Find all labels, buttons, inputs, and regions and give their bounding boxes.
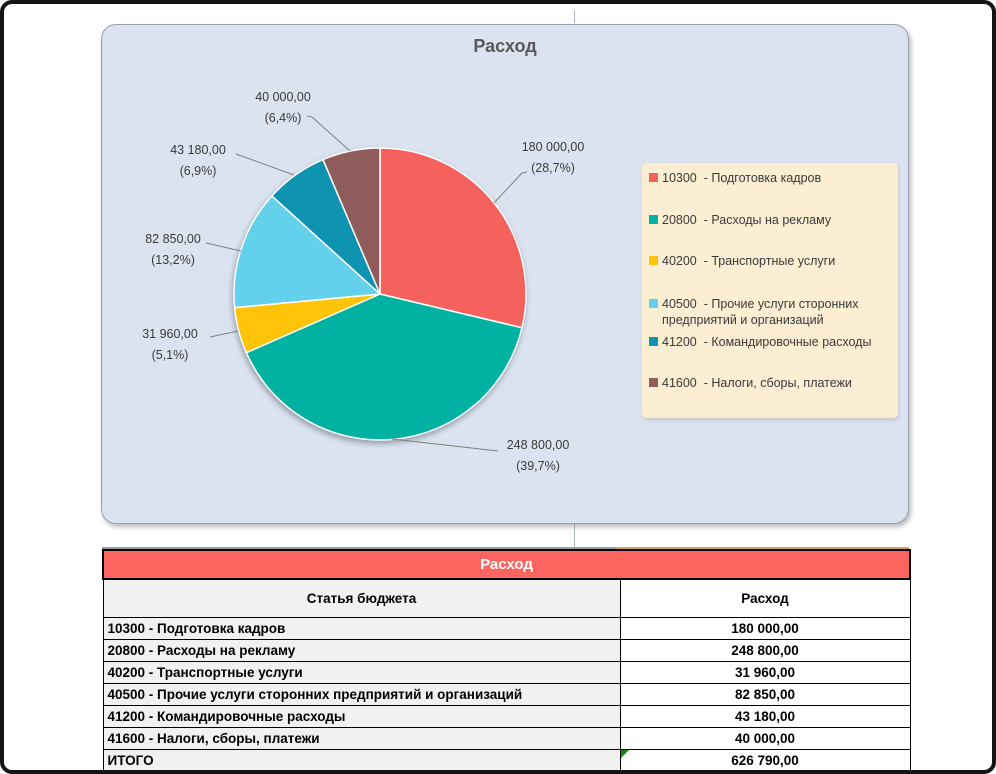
total-value-text: 626 790,00 [731, 753, 799, 768]
expense-value-cell: 40 000,00 [620, 728, 910, 750]
pie-label-percent: (28,7%) [531, 161, 575, 175]
table-header-row [103, 579, 910, 618]
table-total-row [103, 750, 910, 772]
legend-swatch-41200 [649, 337, 658, 346]
column-header-expense: Расход [620, 579, 910, 618]
spreadsheet-gridline [574, 10, 575, 23]
expense-value-cell: 31 960,00 [620, 662, 910, 684]
chart-legend [642, 163, 898, 418]
legend-swatch-10300 [649, 173, 658, 182]
pie-label-percent: (5,1%) [151, 348, 189, 362]
table-row [103, 640, 910, 662]
legend-swatch-40200 [649, 256, 658, 265]
legend-label-41600: 41600 - Налоги, сборы, платежи [662, 376, 852, 390]
budget-item-cell: 41200 - Командировочные расходы [103, 706, 620, 728]
table-row [103, 706, 910, 728]
budget-item-cell: 10300 - Подготовка кадров [103, 618, 620, 640]
cell-error-indicator [621, 750, 629, 758]
column-header-budget-item: Статья бюджета [103, 579, 620, 618]
pie-label-20800 [507, 435, 570, 477]
pie-label-41600 [255, 87, 311, 129]
leader-line-41600 [307, 116, 350, 151]
expense-value-cell: 248 800,00 [620, 640, 910, 662]
expense-value-cell: 82 850,00 [620, 684, 910, 706]
pie-label-41200 [170, 140, 226, 182]
budget-item-cell: 40500 - Прочие услуги сторонних предприятий и организаций [103, 684, 620, 706]
total-label-cell: ИТОГО [103, 750, 620, 772]
chart-title: Расход [473, 36, 537, 56]
legend-label-20800: 20800 - Расходы на рекламу [662, 213, 832, 227]
table-banner-row [103, 550, 910, 579]
leader-line-40200 [210, 331, 238, 337]
expense-pie-chart-card [101, 24, 909, 524]
budget-item-cell: 40200 - Транспортные услуги [103, 662, 620, 684]
budget-item-cell: 20800 - Расходы на рекламу [103, 640, 620, 662]
pie-slices [234, 148, 526, 440]
table-row [103, 684, 910, 706]
spreadsheet-gridline [574, 523, 575, 548]
budget-item-cell: 41600 - Налоги, сборы, платежи [103, 728, 620, 750]
pie-label-percent: (13,2%) [151, 253, 195, 267]
legend-label-10300: 10300 - Подготовка кадров [662, 171, 822, 185]
pie-label-percent: (39,7%) [516, 459, 560, 473]
expense-value-cell: 43 180,00 [620, 706, 910, 728]
total-value-cell [620, 750, 910, 772]
table-row [103, 662, 910, 684]
table-banner: Расход [103, 550, 910, 579]
legend-label-41200: 41200 - Командировочные расходы [662, 335, 872, 349]
pie-label-value: 40 000,00 [255, 90, 311, 104]
pie-label-value: 180 000,00 [521, 140, 585, 154]
expense-table [102, 549, 911, 772]
pie-label-value: 43 180,00 [170, 143, 226, 157]
pie-label-value: 31 960,00 [142, 327, 198, 341]
legend-swatch-41600 [649, 378, 658, 387]
leader-line-41200 [236, 154, 294, 175]
legend-swatch-20800 [649, 215, 658, 224]
leader-line-20800 [392, 439, 498, 451]
expense-value-cell: 180 000,00 [620, 618, 910, 640]
pie-label-10300 [522, 137, 585, 179]
leader-line-40500 [206, 243, 241, 251]
legend-swatch-40500 [649, 299, 658, 308]
pie-label-percent: (6,9%) [179, 164, 217, 178]
legend-label-40200: 40200 - Транспортные услуги [662, 254, 836, 268]
pie-label-40200 [142, 324, 198, 366]
table-row [103, 618, 910, 640]
pie-label-40500 [145, 229, 201, 271]
legend-label-40500: 40500 - Прочие услуги сторонних предприятий и организаций [662, 297, 863, 327]
table-row [103, 728, 910, 750]
pie-label-value: 82 850,00 [145, 232, 201, 246]
pie-label-percent: (6,4%) [264, 111, 302, 125]
pie-label-value: 248 800,00 [506, 438, 570, 452]
